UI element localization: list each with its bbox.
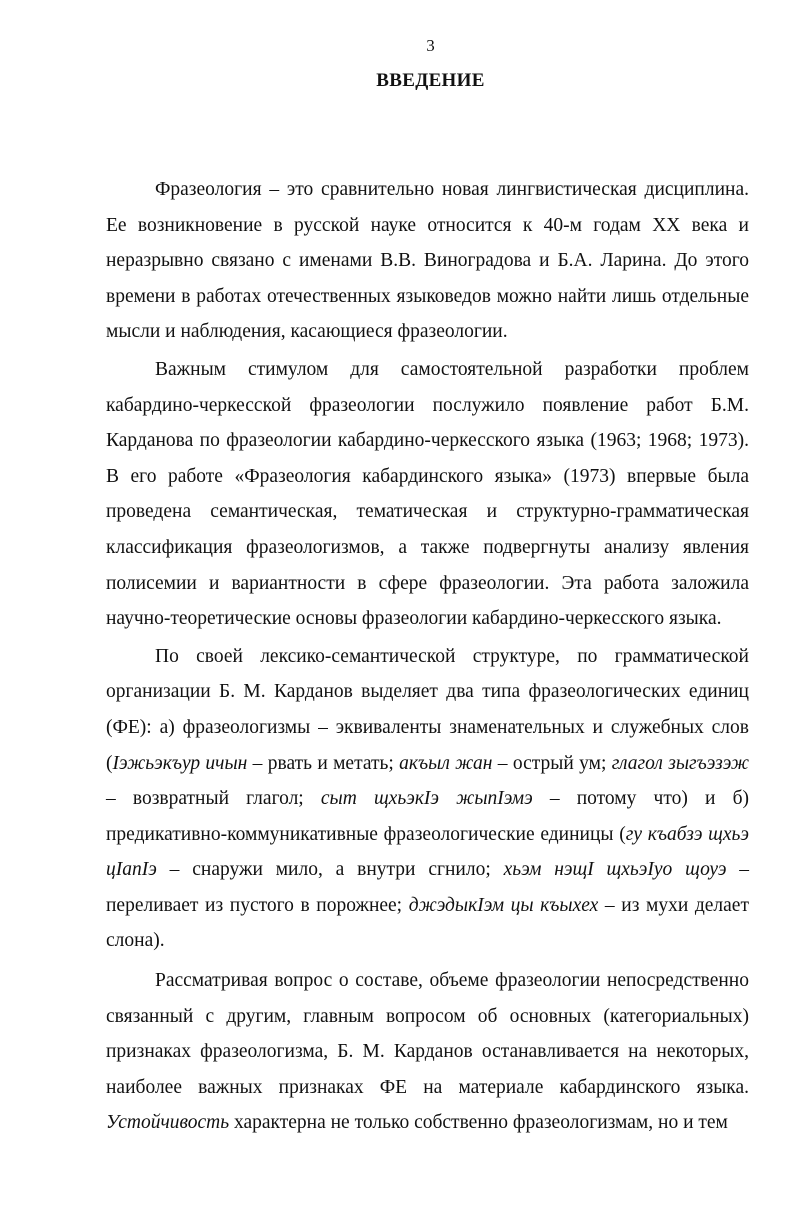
- paragraph-4: [106, 963, 749, 1141]
- example-phrase: сыт щхьэкIэ жыпIэмэ: [320, 788, 533, 810]
- example-phrase: глагол зыгъэзэж: [611, 752, 749, 774]
- text-run: – рвать и метать;: [247, 752, 400, 774]
- paragraph-2: Важным стимулом для самостоятельной разработки проблем кабардино-черкесской фразеологии послужило появление работ Б.М. Карданова по фразеологии кабардино-черкесского языка (1963; 1968; 1973). В его работе «Фразеология кабардинского языка» (1973) впервые была проведена семантическая, тематическая и структурно-грамматическая классификация фразеологизмов, а также подвергнуты анализу явления полисемии и вариантности в сфере фразеологии. Эта работа заложила научно-теоретические основы фразеологии кабардино-черкесского языка.: [106, 358, 749, 630]
- example-phrase: хьэм нэщI щхьэIуо щоуэ: [503, 859, 727, 881]
- text-run: По своей лексико-семантической структуре, по грамматической организации Б. М. Карданов выделяет два типа фразеологических единиц (ФЕ): а) фразеологизмы – эквиваленты знаменательных и служебных слов (: [106, 645, 749, 774]
- text-run: – острый ум;: [492, 752, 612, 774]
- text-run: – переливает из пустого в порожнее;: [106, 859, 750, 916]
- section-heading: ВВЕДЕНИЕ: [376, 70, 485, 91]
- example-phrase: гу къабзэ щхьэ цIапIэ: [106, 823, 750, 881]
- text-run: – возвратный глагол;: [106, 788, 321, 810]
- text-run: – потому что) и б) предикативно-коммуникативные фразеологические единицы (: [106, 788, 749, 845]
- page-number: 3: [426, 36, 435, 55]
- paragraph-1: Фразеология – это сравнительно новая лингвистическая дисциплина. Ее возникновение в русской науке относится к 40-м годам XX века и неразрывно связано с именами В.В. Виноградова и Б.А. Ларина. До этого времени в работах отечественных языковедов можно найти лишь отдельные мысли и наблюдения, касающиеся фразеологии.: [106, 179, 749, 343]
- example-phrase: Iэжьэкъур ичын: [112, 752, 248, 774]
- example-phrase: джэдыкIэм цы къыхех: [408, 894, 599, 916]
- text-run: характерна не только собственно фразеологизмам, но и тем: [229, 1112, 728, 1134]
- text-run: – снаружи мило, а внутри сгнило;: [156, 859, 504, 881]
- text-run: Рассматривая вопрос о составе, объеме фразеологии непосредственно связанный с другим, главным вопросом об основных (категориальных) признаках фразеологизма, Б. М. Карданов останавливается на некоторых, наиболее важных признаках ФЕ на материале кабардинского языка.: [106, 970, 749, 1098]
- emphasized-term: Устойчивость: [106, 1112, 230, 1134]
- example-phrase: акъыл жан: [399, 752, 493, 774]
- text-run: – из мухи делает слона).: [106, 894, 749, 952]
- paragraph-3: [106, 639, 749, 959]
- body-text: [106, 172, 749, 1141]
